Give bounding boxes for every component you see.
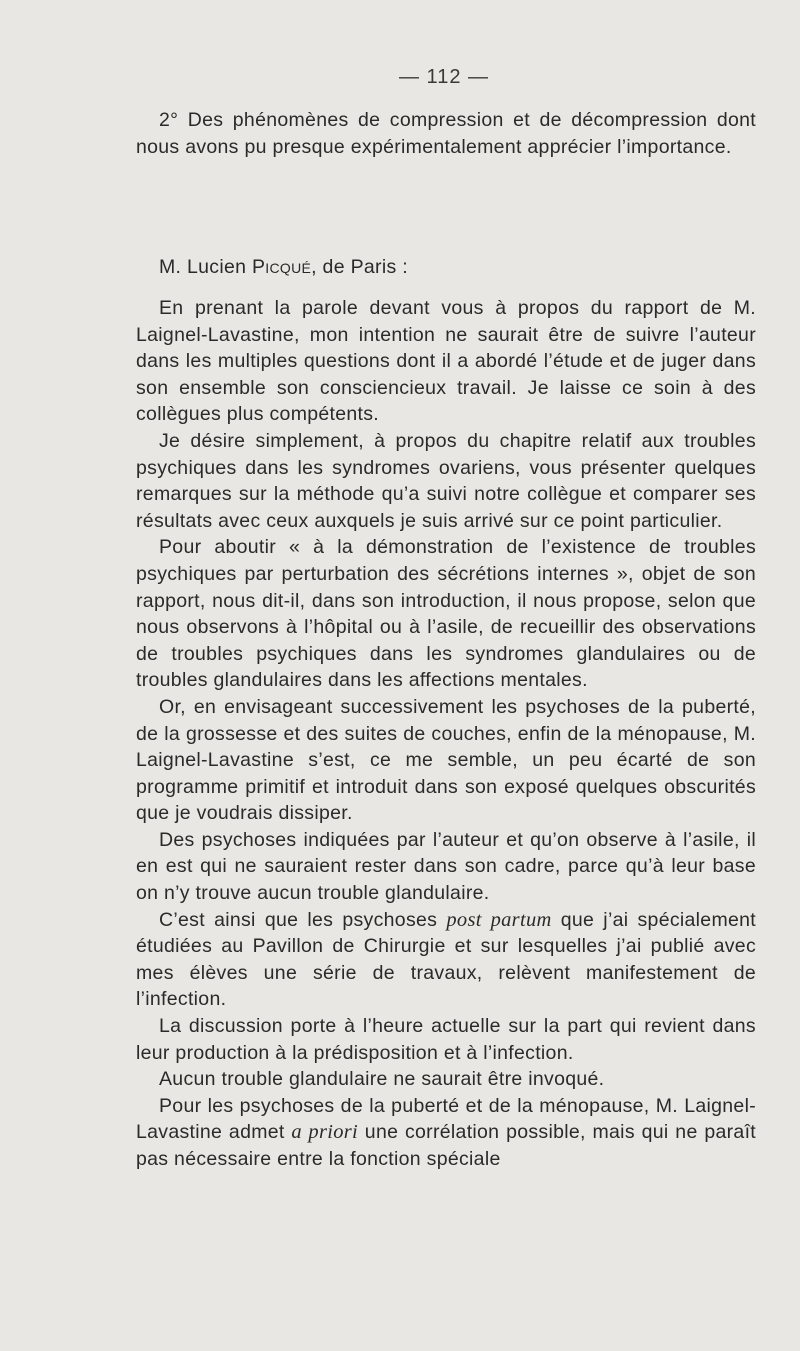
paragraph-2: Je désire simplement, à propos du chapitre relatif aux troubles psychiques dans les syndromes ovariens, vous présenter quelques remarques sur la méthode qu’a suivi notre collègue et comparer ses résultats avec ceux auxquels je suis arrivé sur ce point particulier. [136, 429, 756, 532]
page-number: — 112 — [399, 66, 489, 88]
paragraph-9-italic: a priori [291, 1121, 359, 1144]
intro-section [136, 107, 756, 160]
paragraph-9-end: une corrélation possible, mais qui ne paraît pas nécessaire entre la fonction spéciale [136, 1121, 756, 1170]
paragraph-9 [136, 1093, 756, 1173]
intro-paragraph: 2° Des phénomènes de compression et de décompression dont nous avons pu presque expérimentalement apprécier l’importance. [136, 109, 756, 158]
paragraph-4: Or, en envisageant successivement les psychoses de la puberté, de la grossesse et des suites de couches, enfin de la ménopause, M. Laignel-Lavastine s’est, ce me semble, un peu écarté de son programme primitif et introduit dans son exposé quelques obscurités que je voudrais dissiper. [136, 695, 756, 825]
paragraph-6 [136, 907, 756, 1013]
paragraph-6-start: C’est ainsi que les psychoses [159, 908, 447, 931]
paragraph-6-end: que j’ai spécialement étudiées au Pavillon de Chirurgie et sur lesquelles j’ai publié avec mes élèves une série de travaux, relèvent manifestement de l’infection. [136, 908, 756, 1011]
paragraph-7: La discussion porte à l’heure actuelle sur la part qui revient dans leur production à la prédisposition et à l’infection. [136, 1015, 756, 1064]
speaker-prefix: M. Lucien [159, 256, 247, 278]
paragraph-3: Pour aboutir « à la démonstration de l’existence de troubles psychiques par perturbation des sécrétions internes », objet de son rapport, nous dit-il, dans son introduction, il nous propose, selon que nous observons à l’hôpital ou à l’asile, de recueillir des observations de troubles psychiques dans les syndromes glandulaires ou de troubles glandulaires dans les affections mentales. [136, 536, 756, 692]
speech-body [136, 295, 756, 1173]
speaker-name: Picqué [251, 256, 312, 278]
paragraph-8: Aucun trouble glandulaire ne saurait être invoqué. [159, 1068, 605, 1091]
paragraph-1: En prenant la parole devant vous à propos du rapport de M. Laignel-Lavastine, mon intention ne saurait être de suivre l’auteur dans les multiples questions dont il a abordé l’étude et de juger dans son ensemble son consciencieux travail. Je laisse ce soin à des collègues plus compétents. [136, 297, 756, 426]
paragraph-6-italic: post partum [446, 908, 552, 931]
paragraph-5: Des psychoses indiquées par l’auteur et qu’on observe à l’asile, il en est qui ne sauraient rester dans son cadre, parce qu’à leur base on n’y trouve aucun trouble glandulaire. [136, 828, 756, 905]
paragraph-9-start: Pour les psychoses de la puberté et de la ménopause, M. Laignel-Lavastine admet [136, 1094, 756, 1144]
speaker-suffix: , de Paris : [311, 256, 408, 278]
speaker-heading [159, 254, 408, 280]
